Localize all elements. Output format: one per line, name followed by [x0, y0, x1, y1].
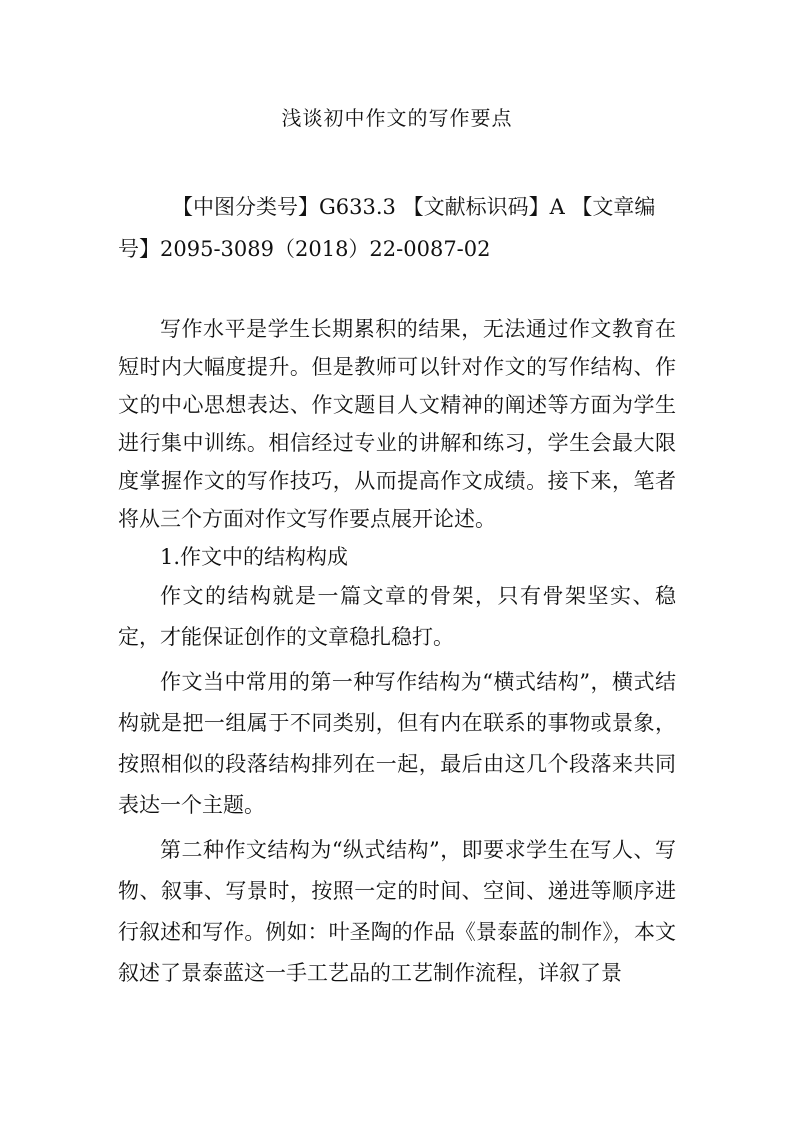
classification-line-1: 【中图分类号】G633.3 【文献标识码】A 【文章编	[172, 195, 656, 219]
document-title: 浅谈初中作文的写作要点	[281, 106, 513, 130]
paragraph-intro: 写作水平是学生长期累积的结果，无法通过作文教育在短时内大幅度提升。但是教师可以针对作文的写作结构、作文的中心思想表达、作文题目人文精神的阐述等方面为学生进行集中训练。相信经过专业的讲解和练习，学生会最大限度掌握作文的写作技巧，从而提高作文成绩。接下来，笔者将从三个方面对作文写作要点展开论述。	[118, 317, 676, 531]
section-heading: 1.作文中的结构构成	[160, 545, 349, 569]
paragraph-horizontal-structure: 作文当中常用的第一种写作结构为“横式结构”，横式结构就是把一组属于不同类别，但有内在联系的事物或景象，按照相似的段落结构排列在一起，最后由这几个段落来共同表达一个主题。	[118, 670, 676, 817]
classification-line-2: 号】2095-3089（2018）22-0087-02	[118, 237, 491, 261]
paragraph-structure: 作文的结构就是一篇文章的骨架，只有骨架坚实、稳定，才能保证创作的文章稳扎稳打。	[118, 584, 676, 649]
paragraph-vertical-structure: 第二种作文结构为“纵式结构”，即要求学生在写人、写物、叙事、写景时，按照一定的时间、空间、递进等顺序进行叙述和写作。例如：叶圣陶的作品《景泰蓝的制作》，本文叙述了景泰蓝这一手工艺品的工艺制作流程，详叙了景	[118, 838, 676, 985]
article-body	[118, 310, 676, 994]
classification-info	[118, 186, 678, 270]
